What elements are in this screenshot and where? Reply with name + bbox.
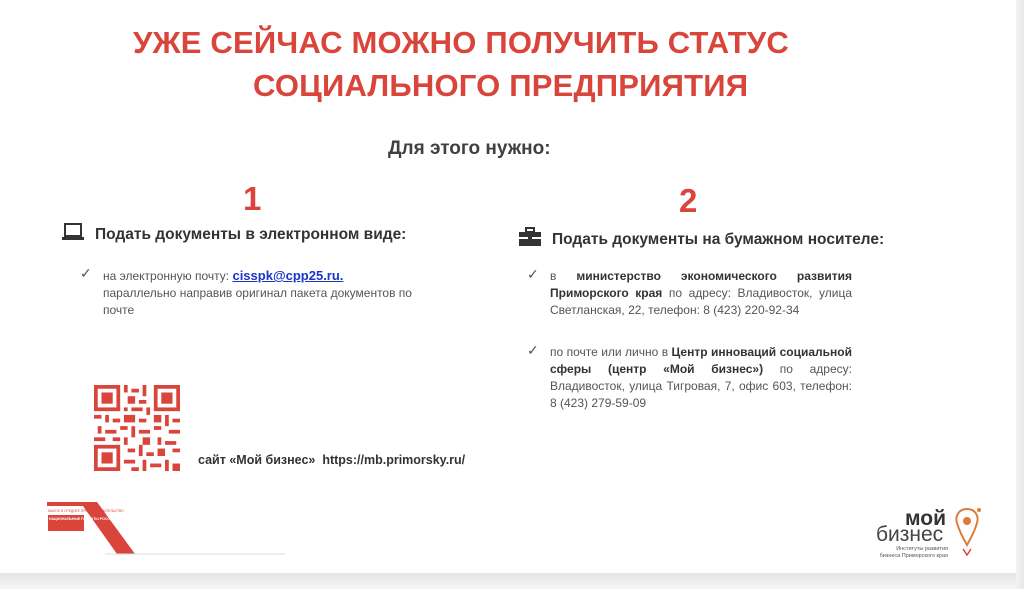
email-link[interactable]: cisspk@cpp25.ru. [232, 268, 344, 283]
slide-right-edge [1016, 0, 1024, 589]
center-name: Центр инноваций социальной сферы (центр «Мой бизнес») [550, 345, 852, 376]
list-item-center [550, 344, 852, 412]
ministry-name: министерство экономического развития Приморского края [550, 269, 852, 300]
checkmark-icon: ✓ [527, 266, 539, 282]
section-heading-paper [518, 227, 884, 252]
center-prefix: по почте или лично в [550, 345, 669, 359]
checkmark-icon: ✓ [527, 342, 539, 358]
site-label: сайт «Мой бизнес» [198, 453, 316, 467]
site-url[interactable]: https://mb.primorsky.ru/ [322, 453, 466, 467]
list-item-email [103, 267, 413, 319]
mb-logo-subtitle: Институты развития бизнеса Приморского края [879, 546, 948, 559]
slide-title-line1: УЖЕ СЕЙЧАС МОЖНО ПОЛУЧИТЬ СТАТУС [133, 25, 789, 60]
national-projects-logo [45, 496, 285, 556]
slide-title-line2: СОЦИАЛЬНОГО ПРЕДПРИЯТИЯ [253, 68, 749, 103]
section-heading-electronic [61, 222, 406, 247]
qr-code-icon[interactable] [91, 385, 183, 471]
ministry-prefix: в [550, 269, 557, 283]
briefcase-icon [518, 227, 542, 252]
mb-logo-word1: мой [905, 507, 946, 530]
list-item-ministry [550, 268, 852, 319]
location-pin-icon [952, 505, 982, 557]
step-number-1: 1 [243, 180, 262, 217]
email-prefix: на электронную почту: [103, 269, 230, 283]
section-heading-paper-text: Подать документы на бумажном носителе: [552, 230, 885, 248]
ministry-address: по адресу: Владивосток, улица Светланская, 22, телефон: 8 (423) 220-92-34 [550, 286, 852, 317]
center-address: по адресу: Владивосток, улица Тигровая, 7, офис 603, телефон: 8 (423) 279-59-09 [550, 362, 852, 410]
subtitle: Для этого нужно: [388, 138, 551, 159]
site-link[interactable] [198, 453, 465, 467]
step-number-2: 2 [679, 182, 698, 219]
email-item-rest: параллельно направив оригинал пакета документов по почте [103, 286, 412, 317]
checkmark-icon: ✓ [80, 265, 92, 281]
laptop-icon [61, 222, 85, 247]
section-heading-electronic-text: Подать документы в электронном виде: [95, 225, 407, 243]
np-logo-text: НАЦИОНАЛЬНЫЕ ПРОЕКТЫ РОССИИ [49, 517, 115, 521]
slide-bottom-edge [0, 573, 1024, 589]
np-logo-small-text: МАЛОЕ И СРЕДНЕЕ ПРЕДПРИНИМАТЕЛЬСТВО [48, 509, 124, 513]
mb-logo-word2: бизнес [876, 523, 944, 546]
